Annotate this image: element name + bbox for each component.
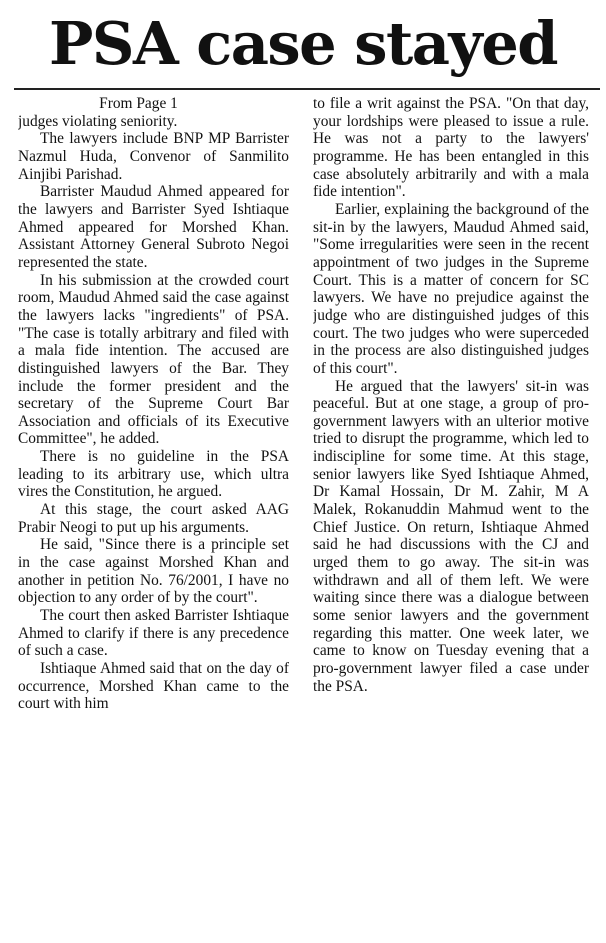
paragraph: to file a writ against the PSA. "On that day, your lordships were pleased to issue a rule. He was not a party to the lawyers' programme. He has been entangled in this case absolutely arbitrarily and with a mala fide intention". — [313, 95, 589, 201]
headline-rule — [14, 88, 600, 90]
paragraph: Ishtiaque Ahmed said that on the day of occurrence, Morshed Khan came to the court with him — [18, 660, 289, 713]
paragraph: At this stage, the court asked AAG Prabir Neogi to put up his arguments. — [18, 501, 289, 536]
paragraph: The court then asked Barrister Ishtiaque Ahmed to clarify if there is any precedence of such a case. — [18, 607, 289, 660]
paragraph: He said, "Since there is a principle set in the case against Morshed Khan and another in petition No. 76/2001, I have no objection to any order of by the court". — [18, 536, 289, 607]
paragraph: He argued that the lawyers' sit-in was peaceful. But at one stage, a group of pro-government lawyers with an ulterior motive tried to disrupt the programme, which led to indiscipline for some time. At this stage, senior lawyers like Syed Ishtiaque Ahmed, Dr Kamal Hossain, Dr M. Zahir, M A Malek, Rokanuddin Mahmud went to the Chief Justice. On return, Ishtiaque Ahmed said he had discussions with the CJ and urged them to go away. The sit-in was withdrawn and all of them left. We were waiting since there was a dialogue between some senior lawyers and the government regarding this matter. One week later, we came to know on Tuesday evening that a pro-government lawyer filed a case under the PSA. — [313, 377, 589, 695]
paragraph: There is no guideline in the PSA leading to its arbitrary use, which ultra vires the Constitution, he argued. — [18, 448, 289, 501]
paragraph: In his submission at the crowded court room, Maudud Ahmed said the case against the lawyers lacks "ingredients" of PSA. "The case is totally arbitrary and filed with a mala fide intention. The accused are distinguished lawyers of the Bar. They include the former president and the secretary of the Supreme Court Bar Association and officials of its Executive Committee", he added. — [18, 271, 289, 448]
left-column — [18, 95, 289, 939]
headline: PSA case stayed — [48, 9, 557, 78]
paragraph: Barrister Maudud Ahmed appeared for the lawyers and Barrister Syed Ishtiaque Ahmed appeared for Morshed Khan. Assistant Attorney General Subroto Negoi represented the state. — [18, 183, 289, 271]
jump-line: From Page 1 — [99, 95, 178, 112]
paragraph: Earlier, explaining the background of the sit-in by the lawyers, Maudud Ahmed said, "Some irregularities were seen in the recent appointment of two judges in the Supreme Court. This is a matter of concern for SC lawyers. We have no prejudice against the judge who are distinguished judges of this court. The two judges who were superceded in the process are also distinguished judges of this court". — [313, 200, 589, 377]
paragraph: judges violating seniority. — [18, 112, 178, 130]
right-column — [313, 95, 589, 939]
paragraph: The lawyers include BNP MP Barrister Nazmul Huda, Convenor of Sanmilito Ainjibi Parishad. — [18, 130, 289, 183]
